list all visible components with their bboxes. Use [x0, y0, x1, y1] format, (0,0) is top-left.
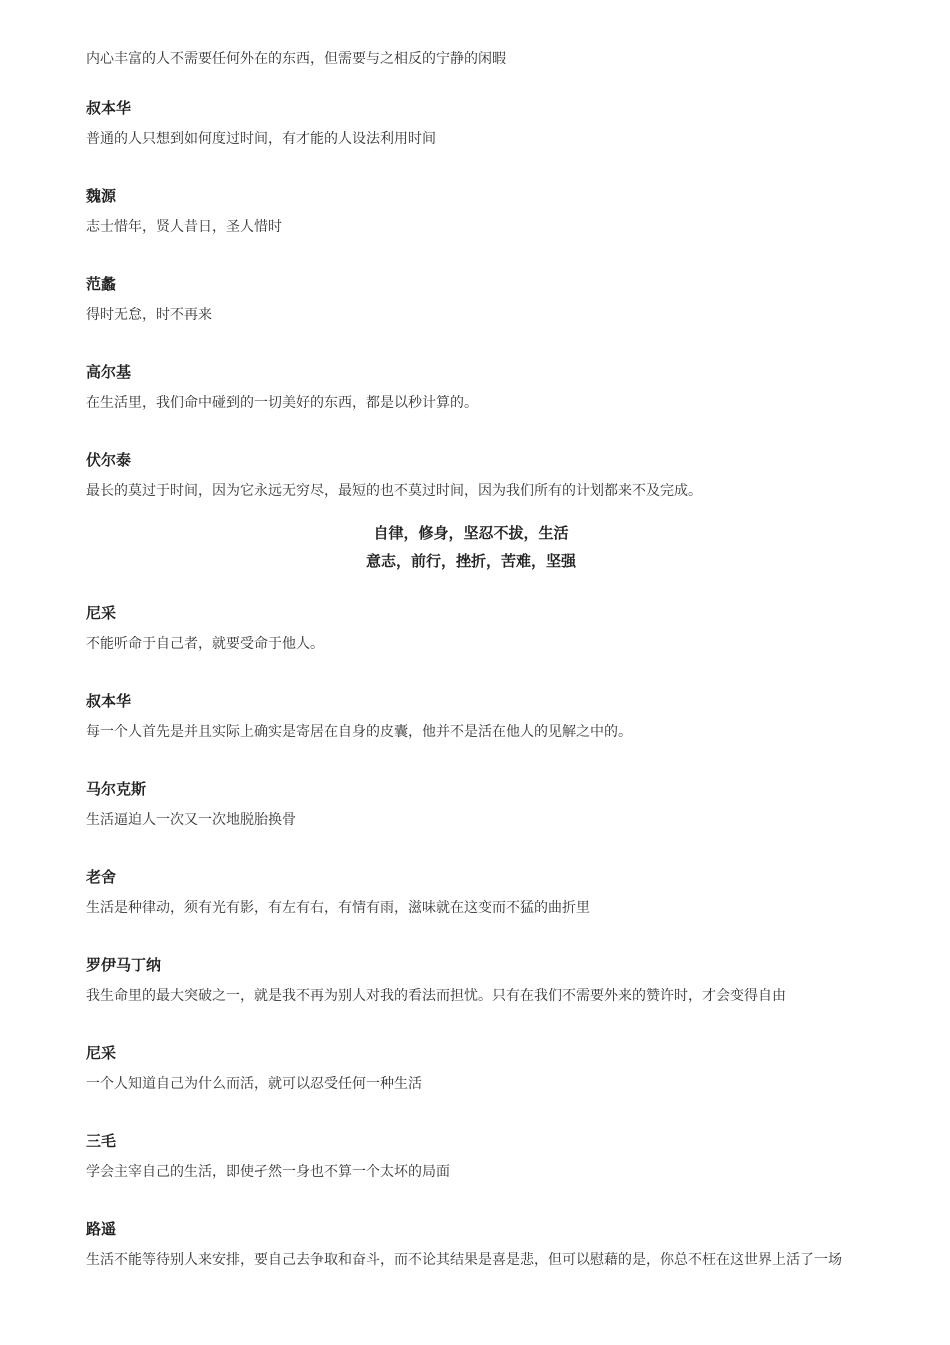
quote-item — [86, 361, 856, 417]
quote-item — [86, 1042, 856, 1098]
quote-text: 一个人知道自己为什么而活，就可以忍受任何一种生活 — [86, 1076, 422, 1092]
quote-item — [86, 97, 856, 153]
quote-text: 我生命里的最大突破之一，就是我不再为别人对我的看法而担忧。只有在我们不需要外来的赞许时，才会变得自由 — [86, 988, 786, 1004]
motto-line: 自律，修身，坚忍不拔，生活 — [373, 524, 569, 542]
quote-text: 普通的人只想到如何度过时间，有才能的人设法利用时间 — [86, 131, 436, 147]
quote-author: 魏源 — [86, 187, 117, 205]
quote-author: 三毛 — [86, 1132, 117, 1150]
quote-author: 马尔克斯 — [86, 780, 147, 798]
quote-text: 学会主宰自己的生活，即使孑然一身也不算一个太坏的局面 — [86, 1164, 450, 1180]
quote-author: 路遥 — [86, 1220, 117, 1238]
quote-item — [86, 866, 856, 922]
quote-item — [86, 273, 856, 329]
quote-text: 生活不能等待别人来安排，要自己去争取和奋斗，而不论其结果是喜是悲，但可以慰藉的是，你总不枉在这世界上活了一场 — [86, 1252, 842, 1268]
quote-author: 叔本华 — [86, 692, 132, 710]
quote-item — [86, 690, 856, 746]
quote-item — [86, 1218, 856, 1274]
quote-text: 生活是种律动，须有光有影，有左有右，有情有雨，滋味就在这变而不猛的曲折里 — [86, 900, 590, 916]
quote-author: 尼采 — [86, 1044, 117, 1062]
document-page — [86, 48, 856, 1274]
quote-author: 范蠡 — [86, 275, 117, 293]
quote-text: 不能听命于自己者，就要受命于他人。 — [86, 636, 324, 652]
motto-block — [86, 519, 856, 575]
quote-list-top — [86, 97, 856, 505]
quote-text: 得时无怠，时不再来 — [86, 307, 212, 323]
quote-item — [86, 1130, 856, 1186]
quote-text: 志士惜年，贤人昔日，圣人惜时 — [86, 219, 282, 235]
quote-item — [86, 778, 856, 834]
quote-author: 罗伊马丁纳 — [86, 956, 162, 974]
quote-author: 老舍 — [86, 868, 117, 886]
quote-list-bottom — [86, 602, 856, 1274]
quote-item — [86, 185, 856, 241]
quote-author: 尼采 — [86, 604, 117, 622]
quote-item — [86, 602, 856, 658]
motto-line: 意志，前行，挫折，苦难，坚强 — [365, 552, 576, 570]
quote-text: 最长的莫过于时间，因为它永远无穷尽，最短的也不莫过时间，因为我们所有的计划都来不及完成。 — [86, 483, 702, 499]
quote-item — [86, 449, 856, 505]
quote-author: 叔本华 — [86, 99, 132, 117]
quote-text: 每一个人首先是并且实际上确实是寄居在自身的皮囊，他并不是活在他人的见解之中的。 — [86, 724, 632, 740]
quote-author: 伏尔泰 — [86, 451, 132, 469]
quote-author: 高尔基 — [86, 363, 132, 381]
quote-item — [86, 954, 856, 1010]
quote-text: 在生活里，我们命中碰到的一切美好的东西，都是以秒计算的。 — [86, 395, 478, 411]
quote-text: 生活逼迫人一次又一次地脱胎换骨 — [86, 812, 296, 828]
intro-quote: 内心丰富的人不需要任何外在的东西，但需要与之相反的宁静的闲暇 — [86, 51, 506, 67]
